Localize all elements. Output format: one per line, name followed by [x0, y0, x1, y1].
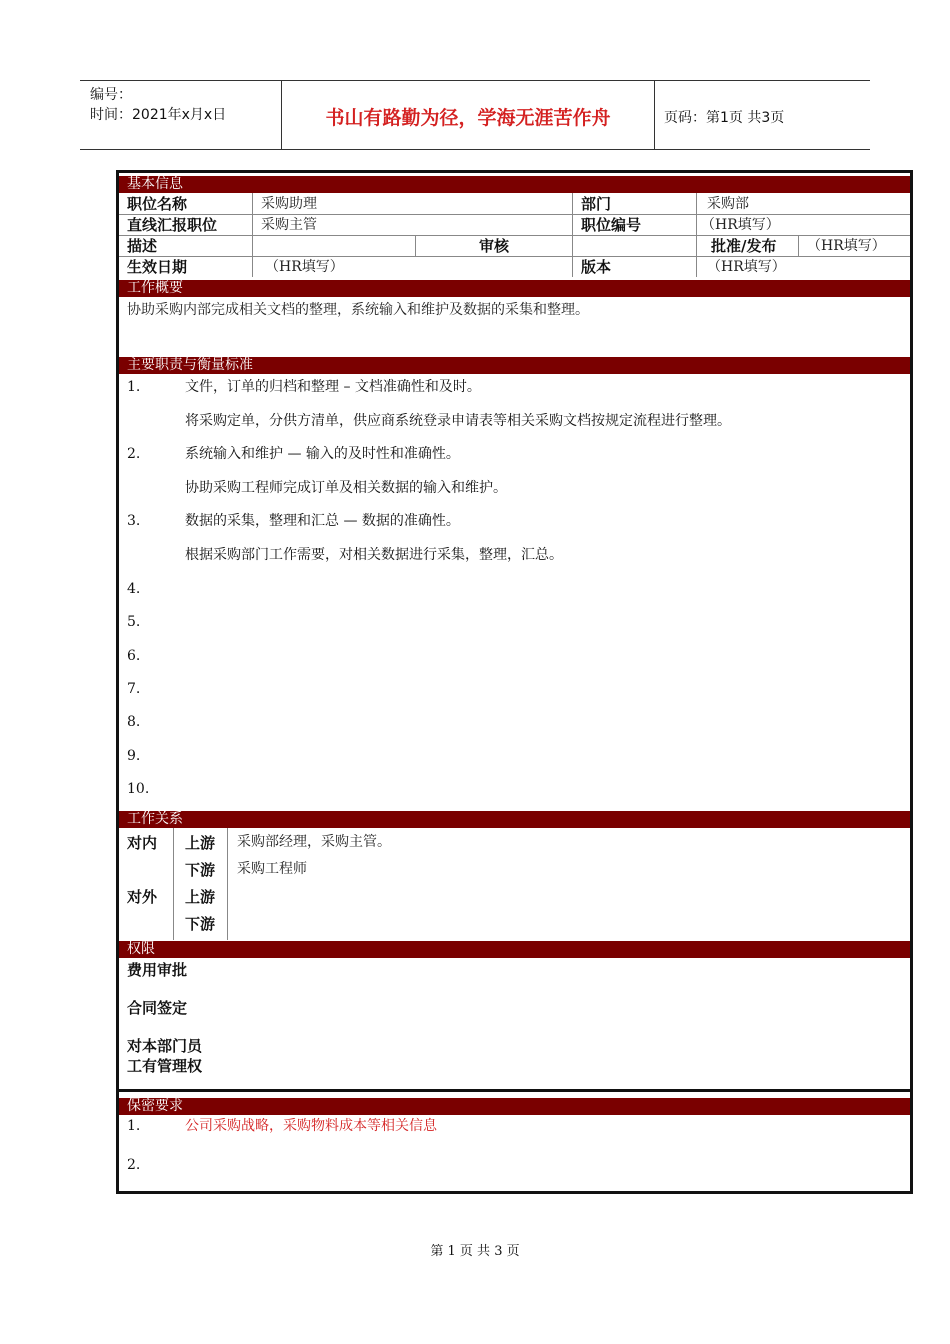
- dept-label: 部门: [581, 195, 612, 213]
- col-divider: [696, 193, 697, 277]
- row-divider: [119, 214, 910, 215]
- section-authority: 权限: [119, 941, 910, 958]
- duty-number: 1.: [127, 379, 141, 395]
- confidential-number: 2.: [127, 1157, 141, 1173]
- position-name-label: 职位名称: [127, 195, 188, 213]
- description-label: 描述: [127, 237, 158, 255]
- duty-number: 7.: [127, 681, 141, 697]
- job-summary-text: 协助采购内部完成相关文档的整理，系统输入和维护及数据的采集和整理。: [127, 302, 589, 318]
- position-no-label: 职位编号: [581, 216, 642, 234]
- effective-date-value: （HR填写）: [265, 259, 344, 275]
- duty-number: 3.: [127, 513, 141, 529]
- duty-title: 文件，订单的归档和整理 – 文档准确性和及时。: [185, 379, 481, 395]
- duty-detail: 根据采购部门工作需要，对相关数据进行采集，整理，汇总。: [185, 547, 563, 563]
- report-to-label: 直线汇报职位: [127, 216, 218, 234]
- section-duties: 主要职责与衡量标准: [119, 357, 910, 374]
- dept-value: 采购部: [707, 196, 749, 212]
- staff-management-label: 对本部门员: [127, 1037, 203, 1055]
- row-divider: [119, 235, 910, 236]
- header-meta: [90, 85, 226, 125]
- duty-detail: 协助采购工程师完成订单及相关数据的输入和维护。: [185, 480, 507, 496]
- version-label: 版本: [581, 258, 612, 276]
- col-divider: [252, 193, 253, 277]
- downstream-label: 下游: [185, 915, 216, 933]
- internal-upstream-value: 采购部经理，采购主管。: [237, 834, 391, 850]
- staff-management-label: 工有管理权: [127, 1057, 203, 1075]
- external-label: 对外: [127, 888, 158, 906]
- version-value: （HR填写）: [707, 259, 786, 275]
- upstream-label: 上游: [185, 834, 216, 852]
- row-divider: [119, 256, 910, 257]
- document-header: [80, 80, 870, 150]
- col-divider: [798, 235, 799, 256]
- section-confidentiality: 保密要求: [119, 1098, 910, 1115]
- section-job-summary: 工作概要: [119, 280, 910, 297]
- approve-value: （HR填写）: [807, 238, 886, 254]
- review-label: 审核: [479, 237, 510, 255]
- duty-number: 2.: [127, 446, 141, 462]
- time-label: 时间：2021年x月x日: [90, 107, 227, 123]
- approve-label: 批准/发布: [711, 237, 777, 255]
- confidential-text: 公司采购战略，采购物料成本等相关信息: [185, 1118, 437, 1134]
- duty-number: 5.: [127, 614, 141, 630]
- report-to-value: 采购主管: [261, 217, 317, 233]
- downstream-label: 下游: [185, 861, 216, 879]
- duty-number: 4.: [127, 581, 141, 597]
- duty-number: 9.: [127, 748, 141, 764]
- internal-downstream-value: 采购工程师: [237, 861, 307, 877]
- duty-number: 6.: [127, 648, 141, 664]
- duty-number: 10.: [127, 781, 150, 797]
- col-divider: [173, 828, 174, 940]
- col-divider: [415, 235, 416, 256]
- duty-detail: 将采购定单，分供方清单，供应商系统登录申请表等相关采购文档按规定流程进行整理。: [185, 413, 731, 429]
- upstream-label: 上游: [185, 888, 216, 906]
- page-footer: 第 1 页 共 3 页: [430, 1244, 520, 1259]
- serial-label: 编号：: [90, 87, 132, 103]
- confidential-number: 1.: [127, 1118, 141, 1134]
- duty-number: 8.: [127, 714, 141, 730]
- duty-title: 系统输入和维护 — 输入的及时性和准确性。: [185, 446, 460, 462]
- header-divider: [654, 81, 655, 149]
- internal-label: 对内: [127, 834, 158, 852]
- col-divider: [572, 193, 573, 277]
- contract-signing-label: 合同签定: [127, 999, 188, 1017]
- section-work-relations: 工作关系: [119, 811, 910, 828]
- duty-title: 数据的采集，整理和汇总 — 数据的准确性。: [185, 513, 460, 529]
- expense-approval-label: 费用审批: [127, 961, 188, 979]
- header-page-info: 页码：第1页 共3页: [664, 110, 785, 126]
- header-motto: 书山有路勤为径，学海无涯苦作舟: [325, 107, 611, 129]
- job-description-form: [116, 170, 913, 1194]
- position-no-value: （HR填写）: [701, 217, 780, 233]
- effective-date-label: 生效日期: [127, 258, 188, 276]
- section-divider: [119, 1089, 910, 1092]
- section-basic-info: 基本信息: [119, 176, 910, 193]
- position-name-value: 采购助理: [261, 196, 317, 212]
- col-divider: [227, 828, 228, 940]
